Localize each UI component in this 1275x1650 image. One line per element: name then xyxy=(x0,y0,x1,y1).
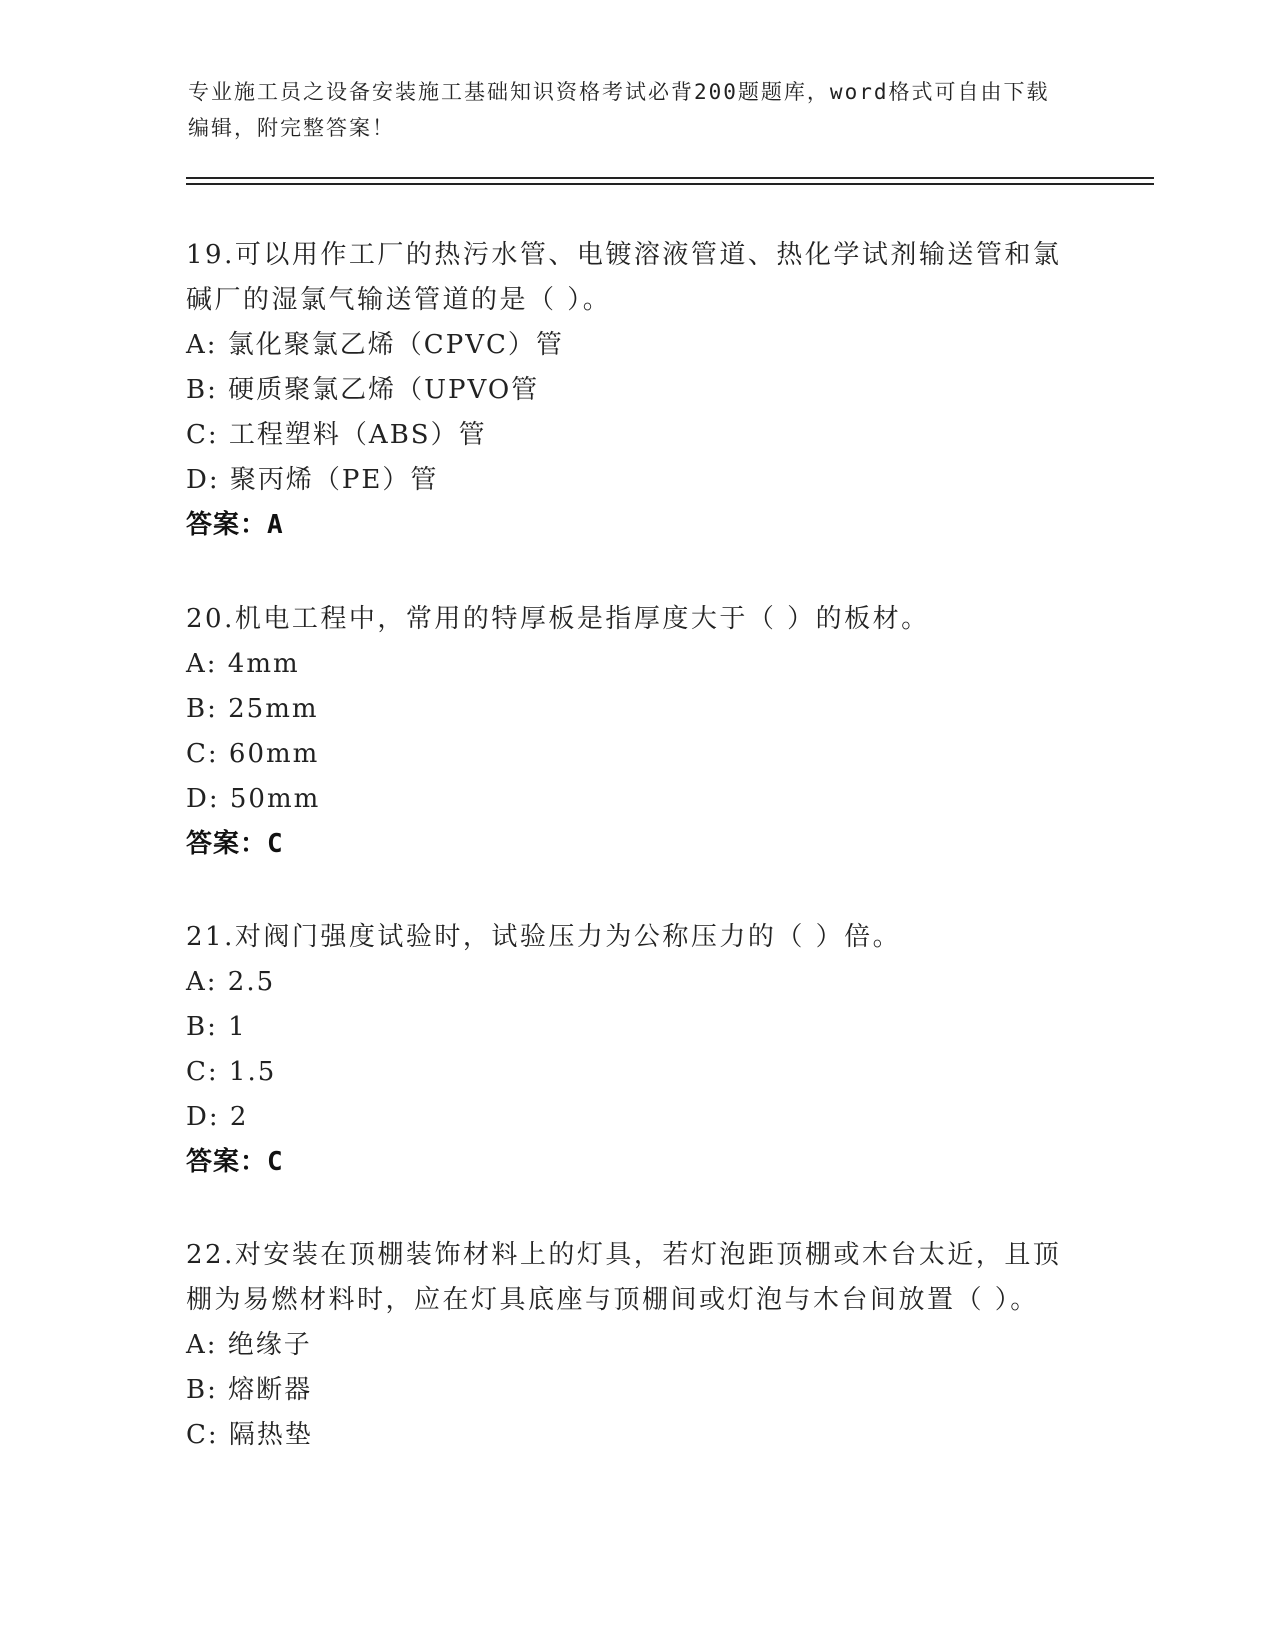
answer-value: C xyxy=(267,829,284,859)
answer-line xyxy=(186,1140,1086,1185)
option-a: A: 氯化聚氯乙烯（CPVC）管 xyxy=(186,330,564,360)
document-header: 专业施工员之设备安装施工基础知识资格考试必背200题题库，word格式可自由下载编辑，附完整答案！ xyxy=(188,80,1050,140)
answer-label: 答案： xyxy=(186,829,268,859)
question-stem: 19.可以用作工厂的热污水管、电镀溶液管道、热化学试剂输送管和氯碱厂的湿氯气输送管道的是（ ）。 xyxy=(186,240,1062,315)
question-stem: 21.对阀门强度试验时，试验压力为公称压力的（ ）倍。 xyxy=(186,922,902,952)
header-divider-top xyxy=(186,177,1154,179)
option-d: D: 2 xyxy=(186,1102,249,1132)
option-d: D: 聚丙烯（PE）管 xyxy=(186,465,439,495)
option-c: C: 工程塑料（ABS）管 xyxy=(186,420,487,450)
option-a: A: 4mm xyxy=(186,649,300,679)
question-22 xyxy=(186,1233,1086,1458)
question-stem: 22.对安装在顶棚装饰材料上的灯具，若灯泡距顶棚或木台太近，且顶棚为易燃材料时，应在灯具底座与顶棚间或灯泡与木台间放置（ ）。 xyxy=(186,1240,1062,1315)
answer-label: 答案： xyxy=(186,510,268,540)
option-a: A: 2.5 xyxy=(186,967,276,997)
option-b: B: 1 xyxy=(186,1012,247,1042)
option-a: A: 绝缘子 xyxy=(186,1330,312,1360)
answer-value: C xyxy=(267,1147,284,1177)
question-stem: 20.机电工程中，常用的特厚板是指厚度大于（ ）的板材。 xyxy=(186,604,930,634)
option-c: C: 隔热垫 xyxy=(186,1420,313,1450)
option-c: C: 60mm xyxy=(186,739,320,769)
answer-line xyxy=(186,503,1086,548)
option-c: C: 1.5 xyxy=(186,1057,277,1087)
answer-label: 答案： xyxy=(186,1147,268,1177)
option-b: B: 熔断器 xyxy=(186,1375,313,1405)
answer-value: A xyxy=(267,510,284,540)
answer-line xyxy=(186,822,1086,867)
question-19 xyxy=(186,233,1086,548)
question-21 xyxy=(186,915,1086,1185)
header-divider-bottom xyxy=(186,183,1154,185)
option-d: D: 50mm xyxy=(186,784,321,814)
option-b: B: 25mm xyxy=(186,694,319,724)
question-20 xyxy=(186,597,1086,867)
option-b: B: 硬质聚氯乙烯（UPVO管 xyxy=(186,375,540,405)
